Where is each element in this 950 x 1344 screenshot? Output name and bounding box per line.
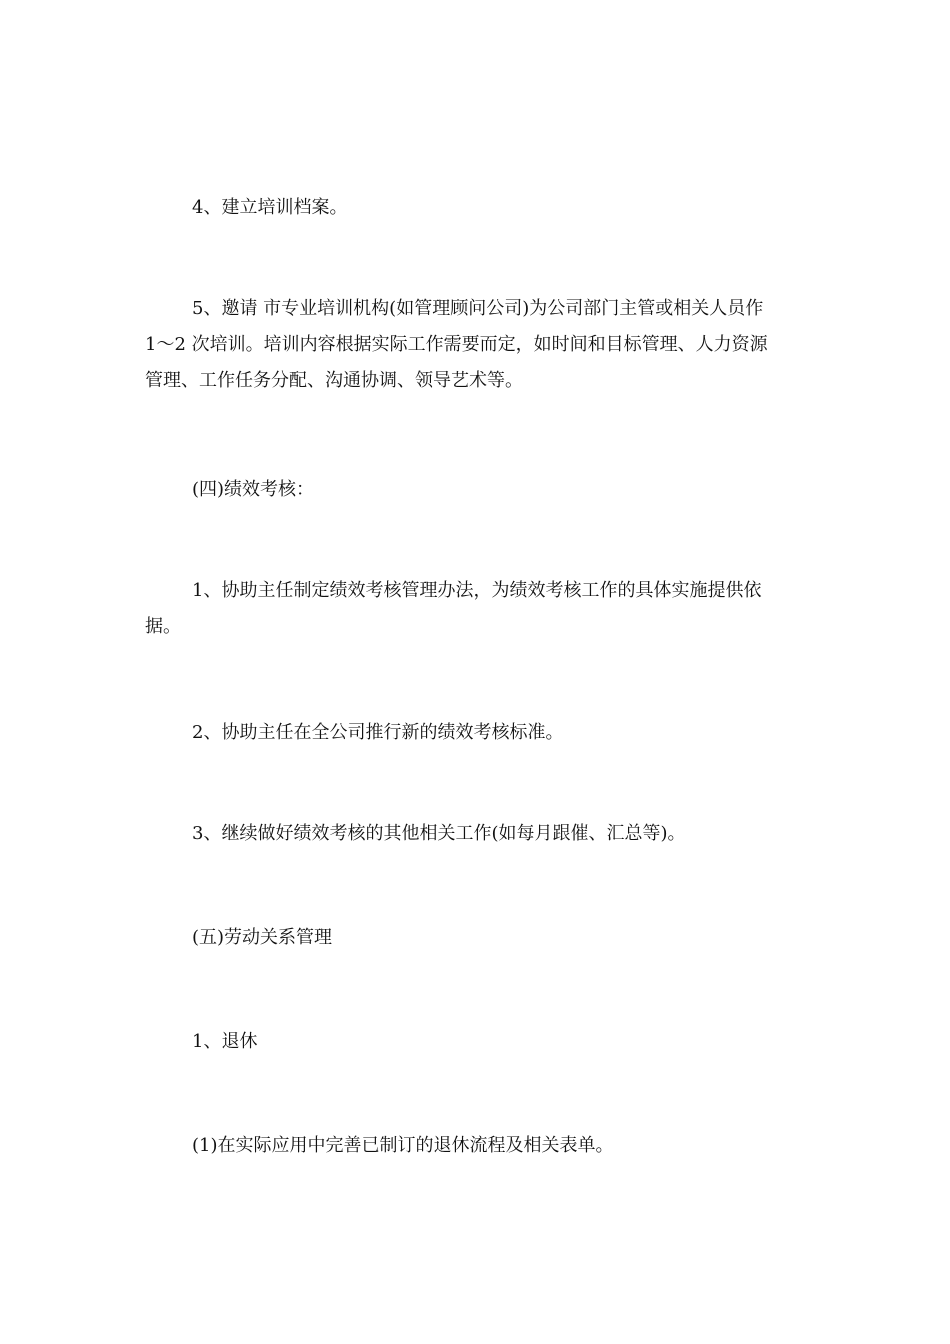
text-line: 1～2 次培训。培训内容根据实际工作需要而定，如时间和目标管理、人力资源 <box>145 334 768 355</box>
text-line: (1)在实际应用中完善已制订的退休流程及相关表单。 <box>192 1135 614 1156</box>
text-line: 1、退休 <box>192 1031 258 1052</box>
section-heading-labor-relations <box>145 920 815 956</box>
paragraph-retirement-process <box>145 1128 815 1164</box>
subsection-heading-retirement <box>145 1024 815 1060</box>
text-line: (四)绩效考核： <box>192 479 315 500</box>
paragraph-other-assessment-work <box>145 816 815 852</box>
section-heading-performance-assessment <box>145 472 815 508</box>
paragraph-assessment-method <box>145 573 815 645</box>
text-line: 据。 <box>145 616 181 637</box>
text-line: 5、邀请 市专业培训机构(如管理顾问公司)为公司部门主管或相关人员作 <box>192 298 764 319</box>
text-line: (五)劳动关系管理 <box>192 927 333 948</box>
text-line: 4、建立培训档案。 <box>192 197 348 218</box>
paragraph-new-assessment-standard <box>145 715 815 751</box>
paragraph-invite-training-institution <box>145 291 815 399</box>
text-line: 1、协助主任制定绩效考核管理办法，为绩效考核工作的具体实施提供依 <box>192 580 762 601</box>
text-line: 管理、工作任务分配、沟通协调、领导艺术等。 <box>145 370 523 391</box>
paragraph-build-training-archive <box>145 190 815 226</box>
text-line: 2、协助主任在全公司推行新的绩效考核标准。 <box>192 722 564 743</box>
text-line: 3、继续做好绩效考核的其他相关工作(如每月跟催、汇总等)。 <box>192 823 686 844</box>
